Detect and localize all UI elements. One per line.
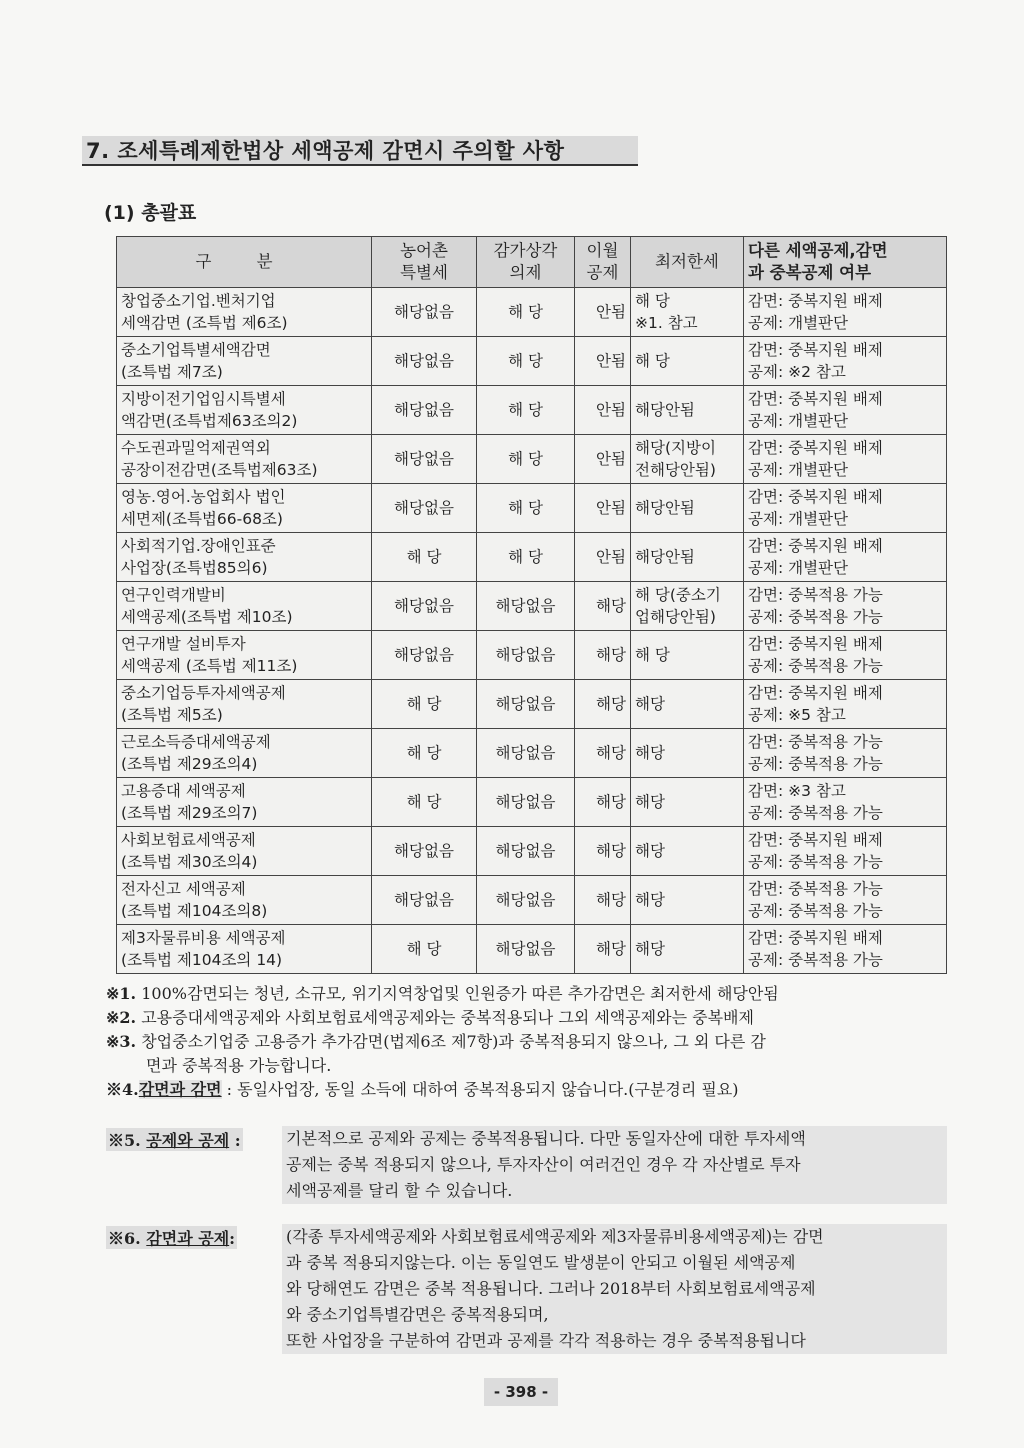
cell-duplicate: 감면: 중복지원 배제 공제: 중복적용 가능	[744, 827, 947, 876]
note-6	[0, 1224, 1024, 1356]
note-5	[0, 1126, 1024, 1206]
cell-duplicate: 감면: 중복지원 배제 공제: 개별판단	[744, 435, 947, 484]
header-carryover: 이월 공제	[575, 237, 631, 288]
header-gubun: 구 분	[117, 237, 372, 288]
cell-depreciation: 해당없음	[477, 680, 575, 729]
cell-depreciation: 해당없음	[477, 827, 575, 876]
cell-depreciation: 해 당	[477, 337, 575, 386]
cell-carryover: 해당	[575, 876, 631, 925]
cell-duplicate: 감면: 중복지원 배제 공제: 중복적용 가능	[744, 925, 947, 974]
cell-rural-tax: 해당없음	[372, 582, 477, 631]
table-row	[117, 778, 947, 827]
cell-category: 사회보험료세액공제 (조특법 제30조의4)	[117, 827, 372, 876]
cell-depreciation: 해당없음	[477, 876, 575, 925]
table-body	[117, 288, 947, 974]
cell-depreciation: 해당없음	[477, 631, 575, 680]
cell-depreciation: 해 당	[477, 533, 575, 582]
cell-duplicate: 감면: 중복적용 가능 공제: 중복적용 가능	[744, 876, 947, 925]
cell-duplicate: 감면: 중복적용 가능 공제: 중복적용 가능	[744, 729, 947, 778]
cell-min-tax: 해당안됨	[631, 533, 744, 582]
cell-min-tax: 해당안됨	[631, 484, 744, 533]
note-3-continued: 면과 중복적용 가능합니다.	[146, 1056, 332, 1075]
cell-category: 사회적기업.장애인표준 사업장(조특법85의6)	[117, 533, 372, 582]
cell-rural-tax: 해 당	[372, 778, 477, 827]
table-row	[117, 925, 947, 974]
note-4: ※4.감면과 감면 : 동일사업장, 동일 소득에 대하여 중복적용되지 않습니다.(구분경리 필요)	[106, 1080, 739, 1099]
cell-duplicate: 감면: 중복지원 배제 공제: 중복적용 가능	[744, 631, 947, 680]
table-row	[117, 435, 947, 484]
note-5-label: ※5. 공제와 공제 :	[106, 1128, 243, 1151]
cell-carryover: 해당	[575, 729, 631, 778]
cell-depreciation: 해당없음	[477, 925, 575, 974]
header-duplicate: 다른 세액공제,감면 과 중복공제 여부	[744, 237, 947, 288]
cell-category: 고용증대 세액공제 (조특법 제29조의7)	[117, 778, 372, 827]
table-row	[117, 288, 947, 337]
cell-category: 근로소득증대세액공제 (조특법 제29조의4)	[117, 729, 372, 778]
table-row	[117, 386, 947, 435]
cell-category: 전자신고 세액공제 (조특법 제104조의8)	[117, 876, 372, 925]
table-row	[117, 337, 947, 386]
header-depreciation: 감가상각 의제	[477, 237, 575, 288]
cell-depreciation: 해 당	[477, 386, 575, 435]
header-min-tax: 최저한세	[631, 237, 744, 288]
cell-duplicate: 감면: 중복지원 배제 공제: 개별판단	[744, 484, 947, 533]
cell-min-tax: 해 당(중소기 업해당안됨)	[631, 582, 744, 631]
cell-rural-tax: 해 당	[372, 680, 477, 729]
note-1: ※1. 100%감면되는 청년, 소규모, 위기지역창업및 인원증가 따른 추가감면은 최저한세 해당안됨	[106, 984, 779, 1003]
cell-duplicate: 감면: 중복적용 가능 공제: 중복적용 가능	[744, 582, 947, 631]
note-3: ※3. 창업중소기업중 고용증가 추가감면(법제6조 제7항)과 중복적용되지 않으나, 그 외 다른 감	[106, 1032, 766, 1051]
cell-rural-tax: 해당없음	[372, 876, 477, 925]
summary-table	[116, 236, 947, 974]
cell-carryover: 안됨	[575, 484, 631, 533]
table-subheading: (1) 총괄표	[104, 202, 197, 224]
cell-rural-tax: 해 당	[372, 533, 477, 582]
cell-min-tax: 해당	[631, 729, 744, 778]
cell-category: 중소기업특별세액감면 (조특법 제7조)	[117, 337, 372, 386]
section-heading: 7. 조세특례제한법상 세액공제 감면시 주의할 사항	[82, 136, 638, 166]
cell-rural-tax: 해당없음	[372, 337, 477, 386]
cell-depreciation: 해당없음	[477, 778, 575, 827]
cell-rural-tax: 해 당	[372, 925, 477, 974]
cell-min-tax: 해 당	[631, 631, 744, 680]
cell-duplicate: 감면: ※3 참고 공제: 중복적용 가능	[744, 778, 947, 827]
cell-carryover: 해당	[575, 582, 631, 631]
cell-carryover: 안됨	[575, 386, 631, 435]
cell-depreciation: 해 당	[477, 484, 575, 533]
note-5-text: 기본적으로 공제와 공제는 중복적용됩니다. 다만 동일자산에 대한 투자세액 공제는 중복 적용되지 않으나, 투자자산이 여러건인 경우 각 자산별로 투자 세액공제를 달리 할 수 있습니다.	[282, 1126, 947, 1204]
cell-rural-tax: 해당없음	[372, 435, 477, 484]
table-row	[117, 631, 947, 680]
cell-depreciation: 해당없음	[477, 582, 575, 631]
cell-depreciation: 해 당	[477, 288, 575, 337]
table-row	[117, 876, 947, 925]
table-row	[117, 533, 947, 582]
cell-category: 영농.영어.농업회사 법인 세면제(조특법66-68조)	[117, 484, 372, 533]
cell-min-tax: 해당	[631, 778, 744, 827]
cell-category: 중소기업등투자세액공제 (조특법 제5조)	[117, 680, 372, 729]
cell-rural-tax: 해당없음	[372, 827, 477, 876]
cell-min-tax: 해당(지방이 전해당안됨)	[631, 435, 744, 484]
note-6-text: (각종 투자세액공제와 사회보험료세액공제와 제3자물류비용세액공제)는 감면 과 중복 적용되지않는다. 이는 동일연도 발생분이 안되고 이월된 세액공제 와 당해연도 감면은 중복 적용됩니다. 그러나 2018부터 사회보험료세액공제 와 중소기업특별감면은 중복적용되며, 또한 사업장을 구분하여 감면과 공제를 각각 적용하는 경우 중복적용됩니다	[282, 1224, 947, 1354]
cell-min-tax: 해당	[631, 925, 744, 974]
table-row	[117, 582, 947, 631]
cell-carryover: 안됨	[575, 435, 631, 484]
cell-carryover: 해당	[575, 778, 631, 827]
cell-category: 창업중소기업.벤처기업 세액감면 (조특법 제6조)	[117, 288, 372, 337]
cell-category: 연구인력개발비 세액공제(조특법 제10조)	[117, 582, 372, 631]
cell-duplicate: 감면: 중복지원 배제 공제: ※5 참고	[744, 680, 947, 729]
note-2: ※2. 고용증대세액공제와 사회보험료세액공제와는 중복적용되나 그외 세액공제와는 중복배제	[106, 1008, 754, 1027]
cell-carryover: 해당	[575, 925, 631, 974]
notes-block	[106, 982, 952, 1102]
cell-duplicate: 감면: 중복지원 배제 공제: 개별판단	[744, 386, 947, 435]
cell-category: 지방이전기업임시특별세 액감면(조특법제63조의2)	[117, 386, 372, 435]
cell-rural-tax: 해당없음	[372, 631, 477, 680]
table-row	[117, 729, 947, 778]
cell-min-tax: 해당안됨	[631, 386, 744, 435]
table-row	[117, 827, 947, 876]
cell-rural-tax: 해당없음	[372, 484, 477, 533]
cell-depreciation: 해 당	[477, 435, 575, 484]
cell-duplicate: 감면: 중복지원 배제 공제: 개별판단	[744, 288, 947, 337]
cell-min-tax: 해당	[631, 827, 744, 876]
cell-carryover: 안됨	[575, 288, 631, 337]
cell-category: 수도권과밀억제권역외 공장이전감면(조특법제63조)	[117, 435, 372, 484]
cell-min-tax: 해당	[631, 876, 744, 925]
cell-carryover: 해당	[575, 631, 631, 680]
cell-min-tax: 해 당 ※1. 참고	[631, 288, 744, 337]
note-6-label: ※6. 감면과 공제:	[106, 1226, 237, 1249]
cell-carryover: 해당	[575, 827, 631, 876]
cell-min-tax: 해당	[631, 680, 744, 729]
cell-rural-tax: 해 당	[372, 729, 477, 778]
cell-duplicate: 감면: 중복지원 배제 공제: ※2 참고	[744, 337, 947, 386]
cell-depreciation: 해당없음	[477, 729, 575, 778]
cell-carryover: 안됨	[575, 533, 631, 582]
cell-duplicate: 감면: 중복지원 배제 공제: 개별판단	[744, 533, 947, 582]
cell-carryover: 안됨	[575, 337, 631, 386]
cell-rural-tax: 해당없음	[372, 288, 477, 337]
cell-rural-tax: 해당없음	[372, 386, 477, 435]
header-rural-tax: 농어촌 특별세	[372, 237, 477, 288]
cell-min-tax: 해 당	[631, 337, 744, 386]
table-header-row	[117, 237, 947, 288]
page-number: - 398 -	[484, 1378, 558, 1406]
cell-category: 연구개발 설비투자 세액공제 (조특법 제11조)	[117, 631, 372, 680]
cell-carryover: 해당	[575, 680, 631, 729]
table-row	[117, 680, 947, 729]
table-row	[117, 484, 947, 533]
cell-category: 제3자물류비용 세액공제 (조특법 제104조의 14)	[117, 925, 372, 974]
